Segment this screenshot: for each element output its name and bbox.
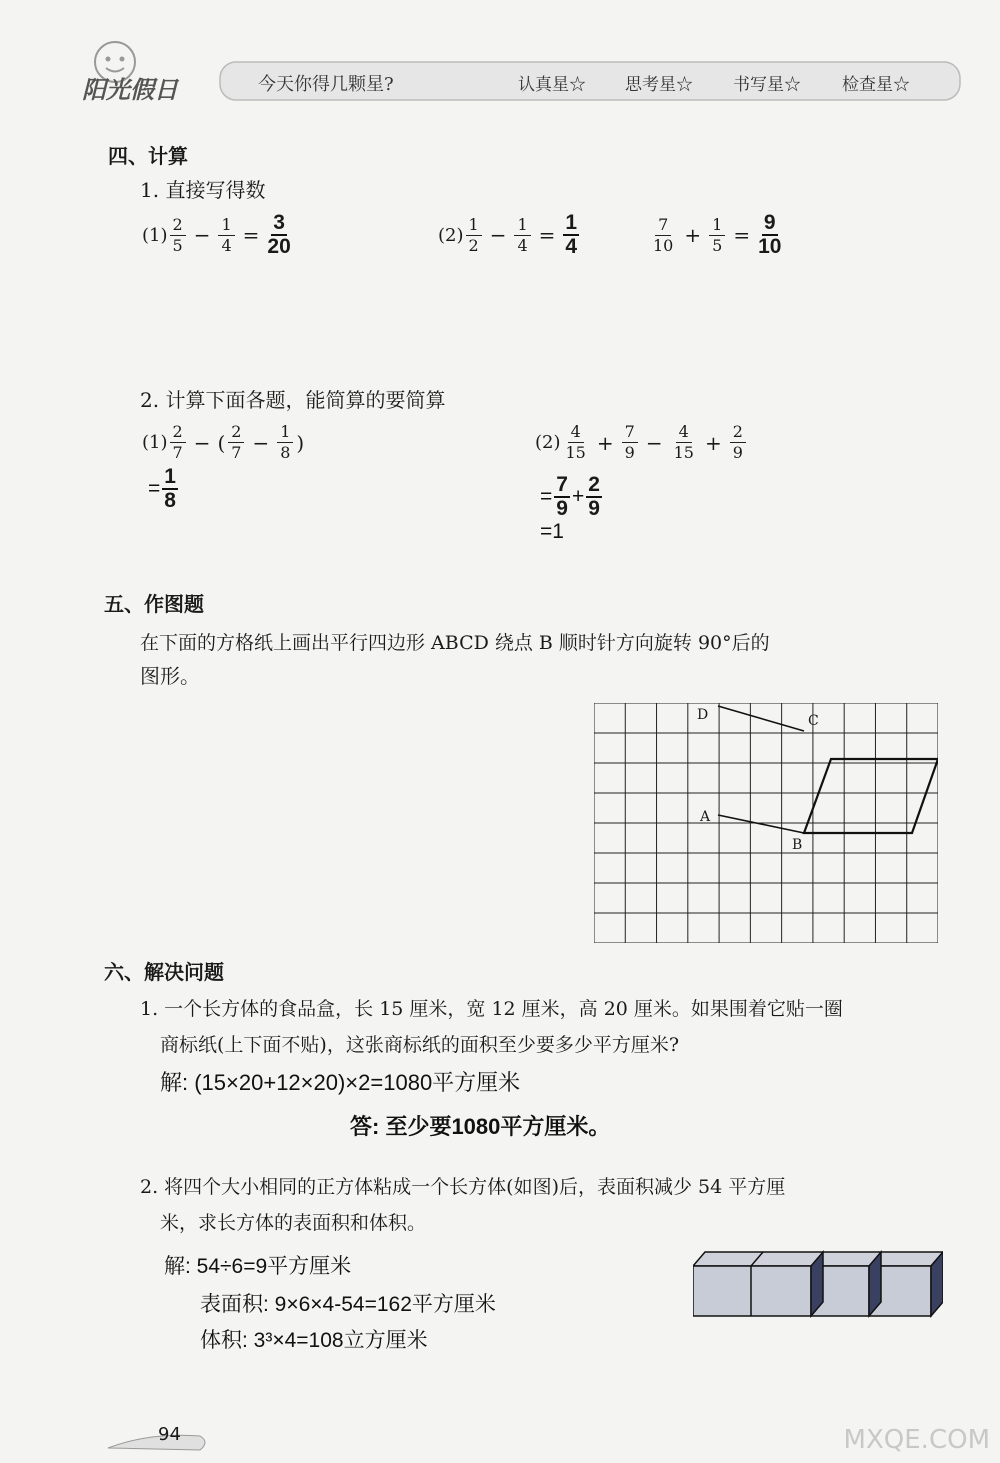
graph-paper (594, 703, 938, 943)
handwritten-answer: $\frac{3}{20}$ (267, 211, 291, 258)
q6-2-solution-3: 体积: 3³×4=108立方厘米 (200, 1329, 428, 1352)
watermark: MXQE.COM (843, 1425, 990, 1455)
q6-2-line1: 2. 将四个大小相同的正方体粘成一个长方体(如图)后，表面积减少 54 平方厘 (140, 1176, 786, 1198)
cuboid-illustration (693, 1248, 943, 1318)
point-label-c: C (808, 713, 819, 729)
logo-text: 阳光假日 (82, 76, 178, 104)
fraction: $\frac{2}{5}$ (170, 215, 186, 256)
q1-item-2: (2) $\frac{1}{2}$ − $\frac{1}{4}$ = $\frac{1}{4}$ (438, 211, 578, 258)
q6-1-answer: 答: 至少要1080平方厘米。 (350, 1114, 611, 1139)
section-5-text-line1: 在下面的方格纸上画出平行四边形 ABCD 绕点 B 顺时针方向旋转 90°后的 (140, 632, 770, 654)
fraction: $\frac{1}{4}$ (218, 215, 234, 256)
fraction: $\frac{1}{5}$ (709, 215, 725, 256)
q6-1-solution: 解: (15×20+12×20)×2=1080平方厘米 (160, 1070, 521, 1095)
page-number-badge (100, 1418, 210, 1458)
q2-problem-2: (2) $\frac{4}{15}$ + $\frac{7}{9}$ − $\frac{4}{15}$ + $\frac{2}{9}$ (535, 422, 748, 463)
page-number: 94 (158, 1424, 181, 1445)
q1-item-3: $\frac{7}{10}$ + $\frac{1}{5}$ = $\frac{9}{10}$ (648, 212, 783, 258)
handwritten-answer: $\frac{1}{4}$ (565, 211, 578, 258)
section-5-title: 五、作图题 (104, 592, 204, 616)
q6-1-line1: 1. 一个长方体的食品盒，长 15 厘米，宽 12 厘米，高 20 厘米。如果围着它贴一圈 (140, 998, 843, 1020)
q2-problem-1: (1) $\frac{2}{7}$ − ( $\frac{2}{7}$ − $\frac{1}{8}$ ) (142, 422, 305, 462)
q1-title: 1. 直接写得数 (140, 178, 266, 202)
fraction: $\frac{7}{10}$ (653, 214, 674, 255)
fraction: $\frac{1}{4}$ (514, 215, 530, 256)
q2-title: 2. 计算下面各题，能简算的要简算 (140, 388, 446, 412)
q6-2-solution-1: 解: 54÷6=9平方厘米 (164, 1255, 352, 1278)
q2-problem-2-step2: =1 (540, 520, 564, 543)
q6-2-solution-2: 表面积: 9×6×4-54=162平方厘米 (200, 1293, 496, 1316)
parallelogram-abcd (718, 706, 804, 833)
header-banner (70, 40, 970, 120)
point-label-d: D (697, 707, 709, 723)
star-rating-writing: 书写星☆ (733, 75, 801, 95)
star-rating-serious: 认真星☆ (518, 75, 586, 95)
fraction: $\frac{1}{2}$ (466, 215, 482, 256)
section-5-text-line2: 图形。 (140, 664, 200, 688)
q6-1-line2: 商标纸(上下面不贴)，这张商标纸的面积至少要多少平方厘米? (160, 1034, 680, 1056)
star-rating-thinking: 思考星☆ (625, 75, 693, 95)
handwritten-answer: $\frac{9}{10}$ (758, 211, 782, 258)
q2-problem-2-step1: = $\frac{7}{9}$ + $\frac{2}{9}$ (540, 473, 600, 520)
q2-problem-1-answer: = $\frac{1}{8}$ (148, 465, 176, 512)
star-prompt: 今天你得几颗星? (258, 74, 394, 95)
section-4-title: 四、计算 (108, 144, 188, 168)
star-rating-checking: 检查星☆ (842, 75, 910, 95)
section-6-title: 六、解决问题 (104, 960, 224, 984)
q1-item-1: (1) $\frac{2}{5}$ − $\frac{1}{4}$ = $\frac{3}{20}$ (142, 211, 291, 258)
rotation-grid-diagram (594, 703, 938, 943)
point-label-a: A (700, 809, 711, 825)
point-label-b: B (792, 837, 803, 853)
rotated-parallelogram (804, 759, 938, 833)
q6-2-line2: 米，求长方体的表面积和体积。 (160, 1212, 427, 1234)
